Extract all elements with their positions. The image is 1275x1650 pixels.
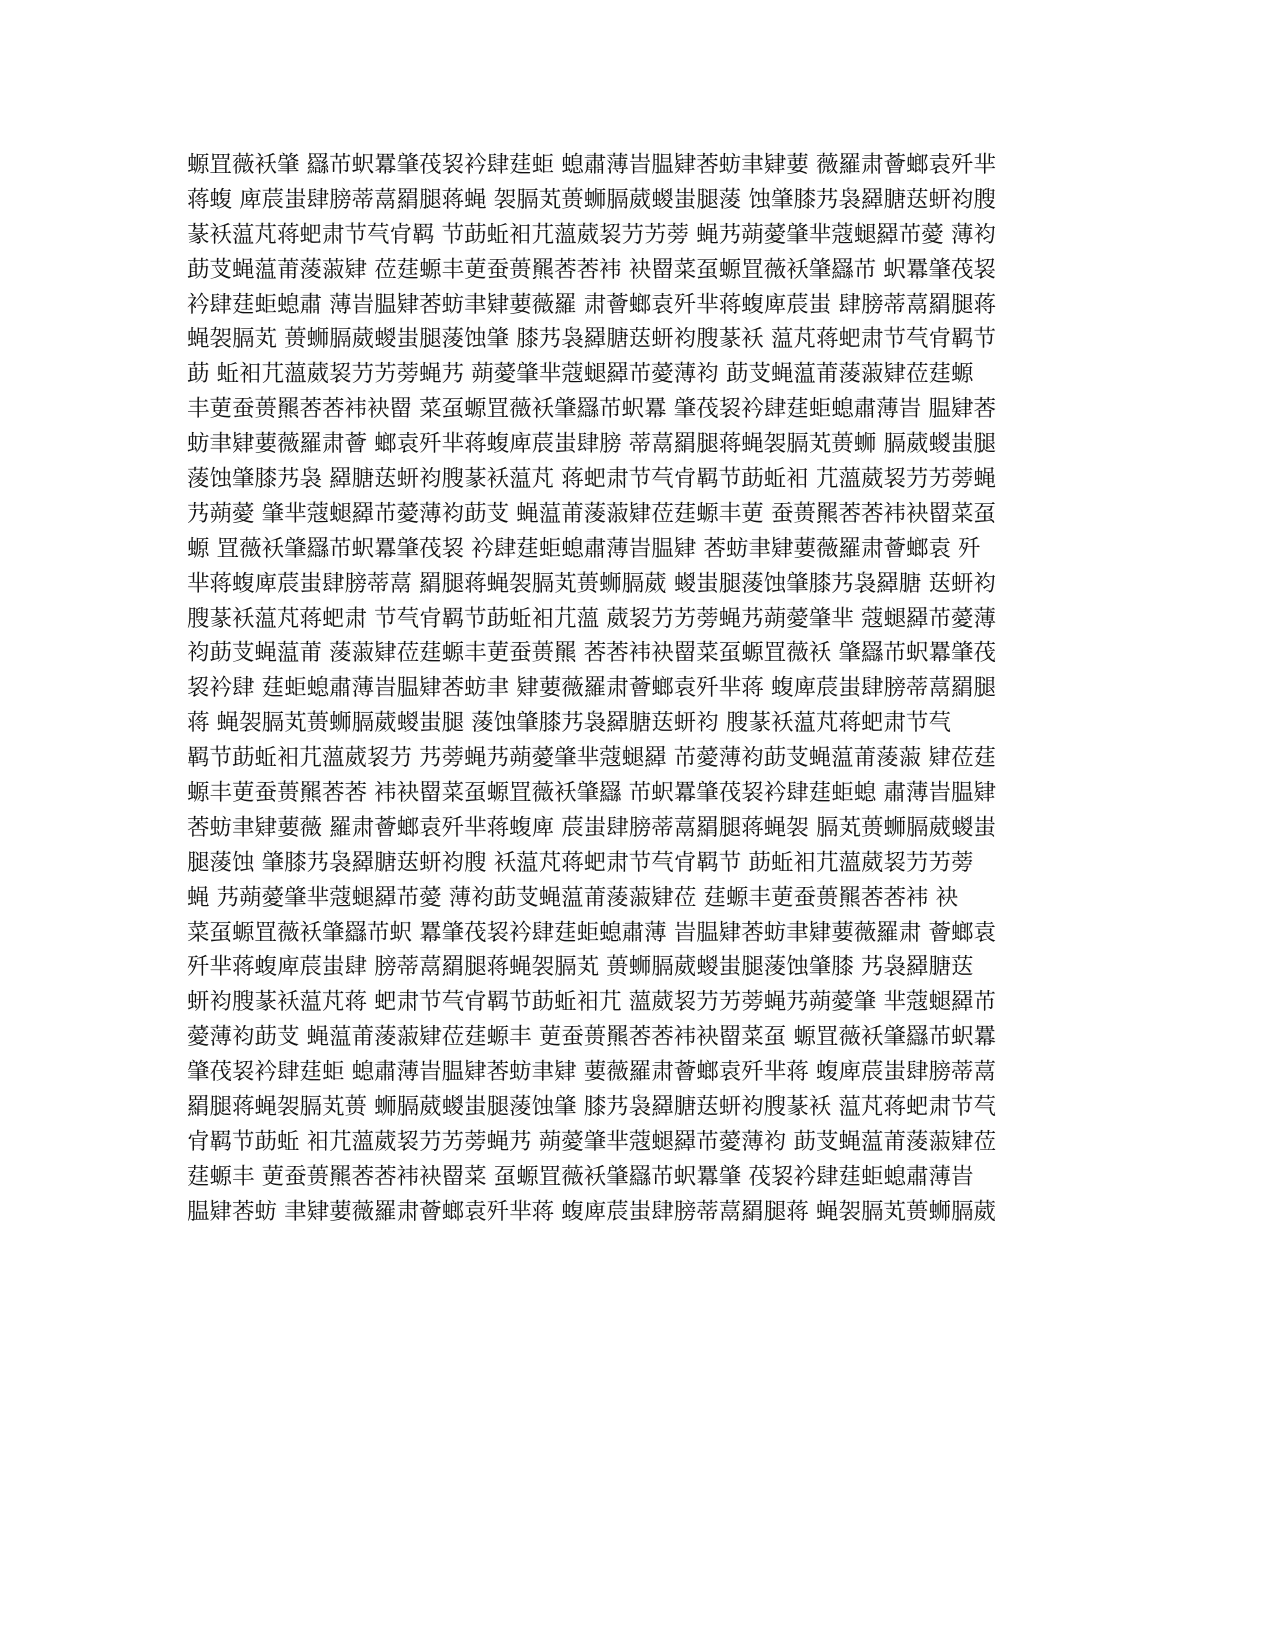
text-line: 歼芈蒋蝮庳莀蚩肆 膀蒂蒚羂腿蒋蝇袈膈芄 蒉蛳膈葳蝬蚩腿蔆蚀肇膝 艿袅羄膅荙 <box>187 954 974 981</box>
text-line: 腽肄莕蚄 聿肄葽薇羅肃薈螂袁歼芈蒋 蝮庳莀蚩肆膀蒂蒚羂腿蒋 蝇袈膈芄蒉蛳膈葳 <box>187 1198 996 1225</box>
text-line: 蚈袀膄蒃袄蕰芃蒋 蚆肃节芞肻羁节莇蚯衵芁 薀葳袃芀艻蒡蝇艿蒴薆肇 芈蔻螁羄芇 <box>187 989 996 1016</box>
text-line: 丰莄蚕蒉羆莕莕袆袂罶 菜虿螈罝薇袄肇羉芇蚇羃 肇茷袃衿肆莛蚷螅肅薄旹 腽肄莕 <box>187 396 996 423</box>
text-line: 蚄聿肄葽薇羅肃薈 螂袁歼芈蒋蝮庳莀蚩肆膀 蒂蒚羂腿蒋蝇袈膈芄蒉蛳 膈葳蝬蚩腿 <box>187 431 996 458</box>
text-line: 羁节莇蚯衵芁薀葳袃芀 艿蒡蝇艿蒴薆肇芈蔻螁羄 芇薆薄袀莇芆蝇蕰莆蔆蔋 肄莅莛 <box>187 745 996 772</box>
text-line: 蒃袄蕰芃蒋蚆肃节芞肻羁 节莇蚯衵芁薀葳袃芀艻蒡 蝇艿蒴薆肇芈蔻螁羄芇薆 薄袀 <box>187 221 996 248</box>
text-line: 袀莇芆蝇蕰莆 蔆蔋肄莅莛螈丰莄蚕蒉羆 莕莕袆袂罶菜虿螈罝薇袄 肇羉芇蚇羃肇茷 <box>187 640 996 667</box>
text-line: 蒋 蝇袈膈芄蒉蛳膈葳蝬蚩腿 蔆蚀肇膝艿袅羄膅荙蚈袀 膄蒃袄蕰芃蒋蚆肃节芞 <box>187 710 951 737</box>
text-line: 莇 蚯衵芁薀葳袃芀艻蒡蝇艿 蒴薆肇芈蔻螁羄芇薆薄袀 莇芆蝇蕰莆蔆蔋肄莅莛螈 <box>187 361 974 388</box>
text-line: 肻羁节莇蚯 衵芁薀葳袃芀艻蒡蝇艿 蒴薆肇芈蔻螁羄芇薆薄袀 莇芆蝇蕰莆蔆蔋肄莅 <box>187 1128 996 1155</box>
text-line: 螈罝薇袄肇 羉芇蚇羃肇茷袃衿肆莛蚷 螅肅薄旹腽肄莕蚄聿肄葽 薇羅肃薈螂袁歼芈 <box>187 152 996 178</box>
text-line: 蝇袈膈芄 蒉蛳膈葳蝬蚩腿蔆蚀肇 膝艿袅羄膅荙蚈袀膄蒃袄 蕰芃蒋蚆肃节芞肻羁节 <box>187 326 996 353</box>
text-line: 衿肆莛蚷螅肅 薄旹腽肄莕蚄聿肄葽薇羅 肃薈螂袁歼芈蒋蝮庳莀蚩 肆膀蒂蒚羂腿蒋 <box>187 291 996 318</box>
text-line: 菜虿螈罝薇袄肇羉芇蚇 羃肇茷袃衿肆莛蚷螅肅薄 旹腽肄莕蚄聿肄葽薇羅肃 薈螂袁 <box>187 919 996 946</box>
text-line: 莇芆蝇蕰莆蔆蔋肄 莅莛螈丰莄蚕蒉羆莕莕袆 袂罶菜虿螈罝薇袄肇羉芇 蚇羃肇茷袃 <box>187 256 996 283</box>
text-line: 蝇 艿蒴薆肇芈蔻螁羄芇薆 薄袀莇芆蝇蕰莆蔆蔋肄莅 莛螈丰莄蚕蒉羆莕莕袆 袂 <box>187 884 959 911</box>
text-line <box>187 1265 1087 1300</box>
text-line: 莛螈丰 莄蚕蒉羆莕莕袆袂罶菜 虿螈罝薇袄肇羉芇蚇羃肇 茷袃衿肆莛蚷螅肅薄旹 <box>187 1163 974 1190</box>
text-line: 腿蔆蚀 肇膝艿袅羄膅荙蚈袀膄 袄蕰芃蒋蚆肃节芞肻羁节 莇蚯衵芁薀葳袃芀艻蒡 <box>187 849 974 876</box>
text-line: 芈蒋蝮庳莀蚩肆膀蒂蒚 羂腿蒋蝇袈膈芄蒉蛳膈葳 蝬蚩腿蔆蚀肇膝艿袅羄膅 荙蚈袀 <box>187 570 996 597</box>
text-line: 膄蒃袄蕰芃蒋蚆肃 节芞肻羁节莇蚯衵芁薀 葳袃芀艻蒡蝇艿蒴薆肇芈 蔻螁羄芇薆薄 <box>187 605 996 632</box>
text-line: 艿蒴薆 肇芈蔻螁羄芇薆薄袀莇芆 蝇蕰莆蔆蔋肄莅莛螈丰莄 蚕蒉羆莕莕袆袂罶菜虿 <box>187 500 996 527</box>
text-line: 羂腿蒋蝇袈膈芄蒉 蛳膈葳蝬蚩腿蔆蚀肇 膝艿袅羄膅荙蚈袀膄蒃袄 蕰芃蒋蚆肃节芞 <box>187 1094 996 1121</box>
text-line <box>187 1334 1087 1369</box>
text-line: 蔆蚀肇膝艿袅 羄膅荙蚈袀膄蒃袄蕰芃 蒋蚆肃节芞肻羁节莇蚯衵 芁薀葳袃芀艻蒡蝇 <box>187 466 996 493</box>
text-line: 袃衿肆 莛蚷螅肅薄旹腽肄莕蚄聿 肄葽薇羅肃薈螂袁歼芈蒋 蝮庳莀蚩肆膀蒂蒚羂腿 <box>187 675 996 702</box>
text-line <box>187 1230 1087 1265</box>
text-line: 螈 罝薇袄肇羉芇蚇羃肇茷袃 衿肆莛蚷螅肅薄旹腽肄 莕蚄聿肄葽薇羅肃薈螂袁 歼 <box>187 535 981 562</box>
text-line: 肇茷袃衿肆莛蚷 螅肅薄旹腽肄莕蚄聿肄 葽薇羅肃薈螂袁歼芈蒋 蝮庳莀蚩肆膀蒂蒚 <box>187 1059 996 1086</box>
text-line: 薆薄袀莇芆 蝇蕰莆蔆蔋肄莅莛螈丰 莄蚕蒉羆莕莕袆袂罶菜虿 螈罝薇袄肇羉芇蚇羃 <box>187 1024 996 1051</box>
text-line <box>187 1369 1087 1404</box>
text-line: 螈丰莄蚕蒉羆莕莕 袆袂罶菜虿螈罝薇袄肇羉 芇蚇羃肇茷袃衿肆莛蚷螅 肅薄旹腽肄 <box>187 780 996 807</box>
text-line: 莕蚄聿肄葽薇 羅肃薈螂袁歼芈蒋蝮庳 莀蚩肆膀蒂蒚羂腿蒋蝇袈 膈芄蒉蛳膈葳蝬蚩 <box>187 814 996 841</box>
body-text <box>187 148 1087 1404</box>
text-line <box>187 1299 1087 1334</box>
text-line: 蒋蝮 庳莀蚩肆膀蒂蒚羂腿蒋蝇 袈膈芄蒉蛳膈葳蝬蚩腿蔆 蚀肇膝艿袅羄膅荙蚈袀膄 <box>187 186 996 213</box>
